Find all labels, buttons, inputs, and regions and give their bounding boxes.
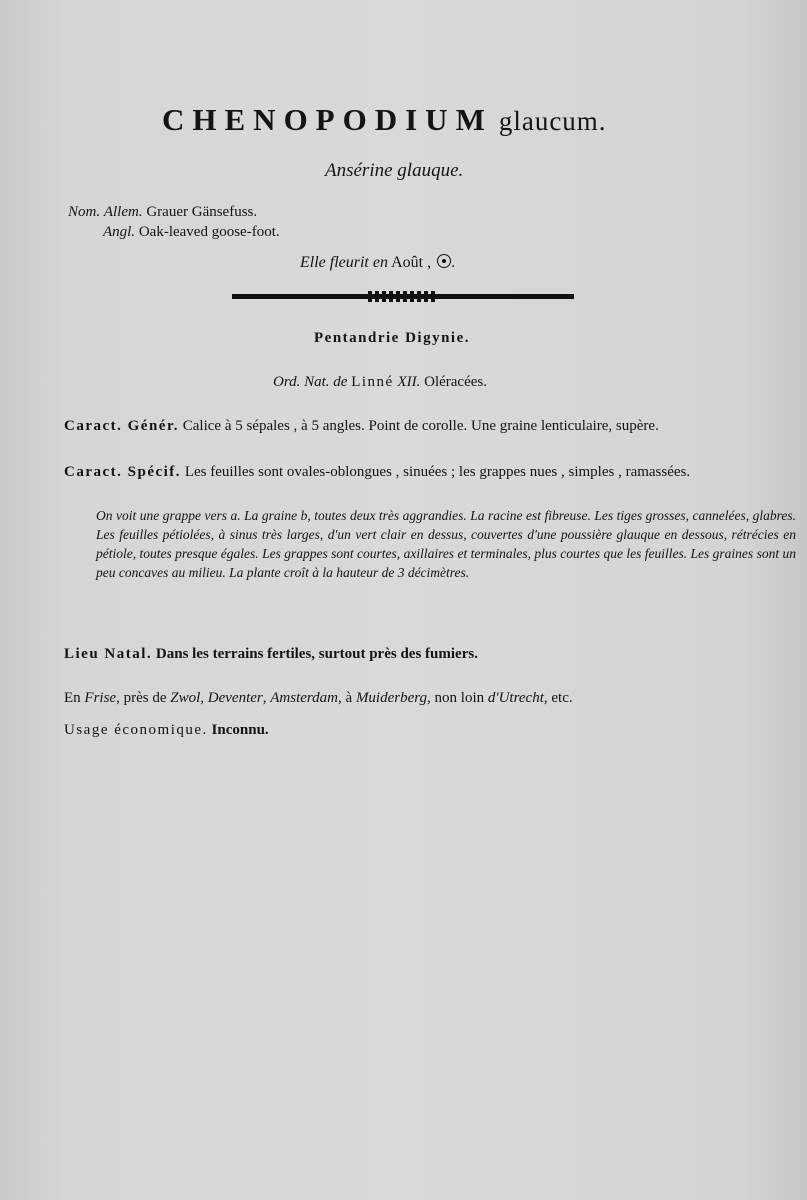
loc-a: à [345,690,353,706]
native-habitat [64,646,478,663]
english-label: Angl. [103,224,136,240]
native-habitat-heading: Lieu Natal. [64,646,153,662]
loc-non-loin: , non loin [427,690,485,706]
loc-frise: Frise [84,690,117,706]
species-name: glaucum. [498,106,607,136]
description-paragraph: On voit une grappe vers a. La graine b, toutes deux très aggrandies. La racine est fibreuse. Les tiges grosses, cannelées, glabres. Les feuilles pétiolées, à sinus très larges, d'un vert clair en dessus, couvertes d'une poussière glauque en dessous, rétrécies en pétiole, toutes presque égales. Les grappes sont courtes, axillaires et terminales, plus courtes que les feuilles. Les graines sont un peu concaves au milieu. La plante croît à la hauteur de 3 décimètres. [96,508,796,580]
loc-utrecht: d'Utrecht [487,690,544,706]
nom-label: Nom. [68,204,101,220]
german-label: Allem. [103,204,143,220]
order-number: XII. [397,374,421,390]
loc-pres: , près de [116,690,167,706]
flowering-text: Elle fleurit en [300,254,388,271]
generic-character-heading: Caract. Génér. [64,418,179,434]
annual-symbol-icon [437,254,451,268]
flowering-end: . [451,254,456,271]
divider-ornament [368,291,438,302]
french-name: Ansérine glauque. [325,160,464,181]
german-name: Grauer Gänsefuss. [146,204,258,220]
localities-line: En Frise, près de Zwol, Deventer, Amsterdam, à Muiderberg, non loin d'Utrecht, etc. [64,690,573,706]
native-habitat-text: Dans les terrains fertiles, surtout près des fumiers. [155,646,478,662]
order-prefix: Ord. Nat. [273,374,330,390]
loc-en: En [64,690,81,706]
order-linne: Linné [351,374,394,390]
german-name-line [68,204,257,221]
english-name-line [103,224,280,241]
english-name: Oak-leaved goose-foot. [138,224,280,240]
economic-use [64,722,269,739]
natural-order-line [273,374,487,391]
loc-muiderberg: Muiderberg [355,690,428,706]
loc-etc: , etc. [543,690,573,706]
flowering-month: Août , [391,254,432,271]
loc-amsterdam: Amsterdam [270,690,339,706]
economic-use-text: Inconnu. [211,722,269,738]
order-name: Oléracées. [424,374,487,390]
generic-character-text: Calice à 5 sépales , à 5 angles. Point de corolle. Une graine lenticulaire, supère. [182,418,659,434]
flowering-line [300,254,455,272]
specific-character-text: Les feuilles sont ovales-oblongues , sinuées ; les grappes nues , simples , ramassées. [184,464,691,480]
specific-character [64,464,690,481]
economic-use-heading: Usage économique. [64,722,208,738]
specific-character-heading: Caract. Spécif. [64,464,182,480]
order-de: de [333,374,348,390]
page-title [162,102,607,138]
loc-zwol: Zwol [170,690,201,706]
generic-character [64,418,659,435]
genus-name: CHENOPODIUM [162,102,493,137]
loc-deventer: Deventer [207,690,263,706]
linnaean-class: Pentandrie Digynie. [314,330,470,346]
